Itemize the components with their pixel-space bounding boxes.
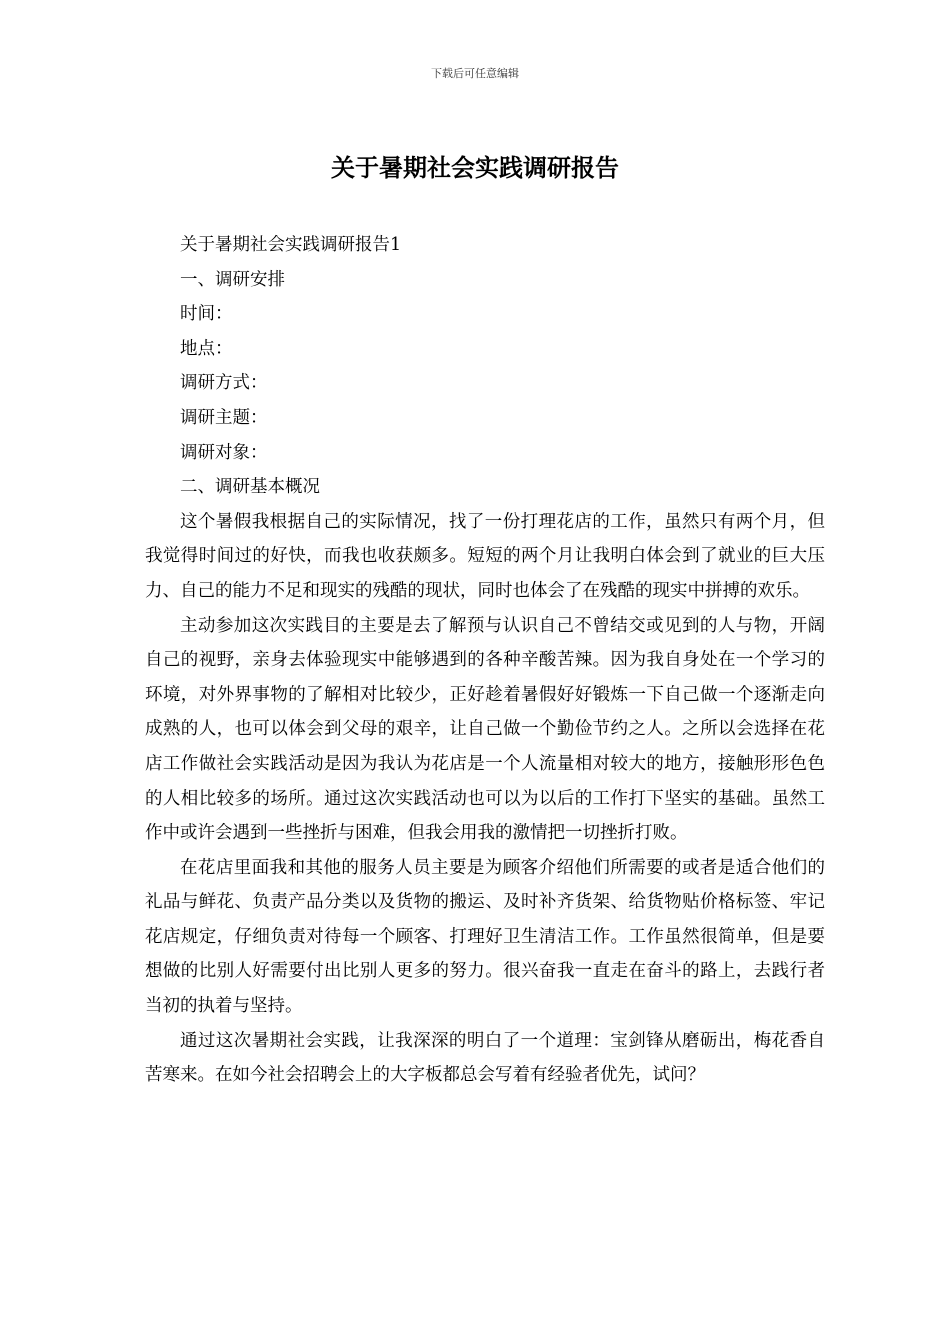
section-heading-overview: 二、调研基本概况 [180,477,320,498]
field-subject: 调研对象： [180,442,268,463]
body-paragraph: 这个暑假我根据自己的实际情况，找了一份打理花店的工作，虽然只有两个月，但我觉得时间过的好快，而我也收获颇多。短短的两个月让我明白体会到了就业的巨大压力、自己的能力不足和现实的残酷的现状，同时也体会了在残酷的现实中拼搏的欢乐。 [145,511,825,601]
body-paragraph: 在花店里面我和其他的服务人员主要是为顾客介绍他们所需要的或者是适合他们的礼品与鲜花、负责产品分类以及货物的搬运、及时补齐货架、给货物贴价格标签、牢记花店规定，仔细负责对待每一个顾客、打理好卫生清洁工作。工作虽然很简单，但是要想做的比别人好需要付出比别人更多的努力。很兴奋我一直走在奋斗的路上，去践行者当初的执着与坚持。 [145,857,825,1017]
section-heading-arrangement: 一、调研安排 [180,269,285,290]
report-subtitle: 关于暑期社会实践调研报告1 [180,235,402,255]
document-title: 关于暑期社会实践调研报告 [331,153,619,182]
body-paragraph: 通过这次暑期社会实践，让我深深的明白了一个道理：宝剑锋从磨砺出，梅花香自苦寒来。在如今社会招聘会上的大字板都总会写着有经验者优先，试问？ [145,1030,825,1086]
body-paragraph: 主动参加这次实践目的主要是去了解预与认识自己不曾结交或见到的人与物，开阔自己的视野，亲身去体验现实中能够遇到的各种辛酸苦辣。因为我自身处在一个学习的环境，对外界事物的了解相对比较少，正好趁着暑假好好锻炼一下自己做一个逐渐走向成熟的人，也可以体会到父母的艰辛，让自己做一个勤俭节约之人。之所以会选择在花店工作做社会实践活动是因为我认为花店是一个人流量相对较大的地方，接触形形色色的人相比较多的场所。通过这次实践活动也可以为以后的工作打下坚实的基础。虽然工作中或许会遇到一些挫折与困难，但我会用我的激情把一切挫折打败。 [145,615,825,844]
field-topic: 调研主题： [180,407,268,428]
field-location: 地点： [180,338,233,359]
field-time: 时间： [180,304,233,325]
page-header-note: 下载后可任意编辑 [431,67,519,80]
field-method: 调研方式： [180,373,268,394]
document-body [145,228,825,1093]
